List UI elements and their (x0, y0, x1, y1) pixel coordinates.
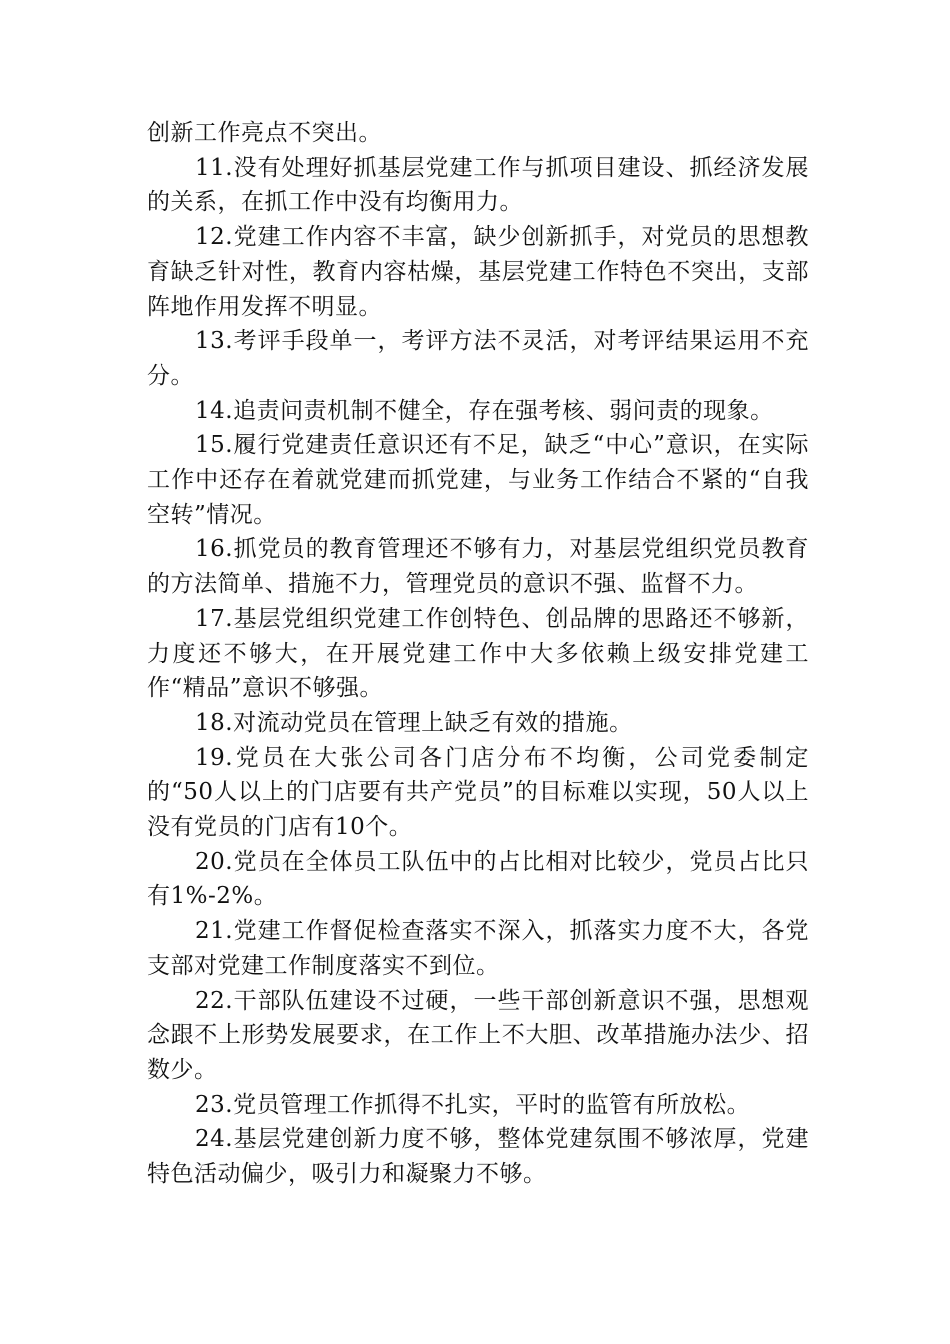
paragraph-item-20: 20.党员在全体员工队伍中的占比相对比较少，党员占比只有1%-2%。 (147, 848, 809, 910)
paragraph-item-24: 24.基层党建创新力度不够，整体党建氛围不够浓厚，党建特色活动偏少，吸引力和凝聚力不够。 (147, 1126, 809, 1188)
paragraph-item-18: 18.对流动党员在管理上缺乏有效的措施。 (195, 709, 633, 736)
paragraph-item-16: 16.抓党员的教育管理还不够有力，对基层党组织党员教育的方法简单、措施不力，管理党员的意识不强、监督不力。 (147, 536, 809, 598)
paragraph-item-13: 13.考评手段单一，考评方法不灵活，对考评结果运用不充分。 (147, 328, 809, 389)
document-body (147, 116, 809, 1192)
paragraph-item-11: 11.没有处理好抓基层党建工作与抓项目建设、抓经济发展的关系，在抓工作中没有均衡用力。 (147, 154, 809, 216)
paragraph-item-22: 22.干部队伍建设不过硬，一些干部创新意识不强，思想观念跟不上形势发展要求，在工作上不大胆、改革措施办法少、招数少。 (147, 987, 809, 1083)
paragraph-continuation: 创新工作亮点不突出。 (147, 120, 382, 146)
paragraph-item-15: 15.履行党建责任意识还有不足，缺乏“中心”意识，在实际工作中还存在着就党建而抓党建，与业务工作结合不紧的“自我空转”情况。 (147, 432, 809, 528)
paragraph-item-14: 14.追责问责机制不健全，存在强考核、弱问责的现象。 (195, 397, 774, 424)
paragraph-item-19: 19.党员在大张公司各门店分布不均衡，公司党委制定的“50人以上的门店要有共产党员”的目标难以实现，50人以上没有党员的门店有10个。 (147, 744, 809, 841)
paragraph-item-21: 21.党建工作督促检查落实不深入，抓落实力度不大，各党支部对党建工作制度落实不到位。 (147, 918, 809, 979)
paragraph-item-17: 17.基层党组织党建工作创特色、创品牌的思路还不够新，力度还不够大，在开展党建工作中大多依赖上级安排党建工作“精品”意识不够强。 (147, 605, 809, 702)
paragraph-item-12: 12.党建工作内容不丰富，缺少创新抓手，对党员的思想教育缺乏针对性，教育内容枯燥，基层党建工作特色不突出，支部阵地作用发挥不明显。 (147, 224, 809, 320)
paragraph-item-23: 23.党员管理工作抓得不扎实，平时的监管有所放松。 (195, 1091, 751, 1118)
